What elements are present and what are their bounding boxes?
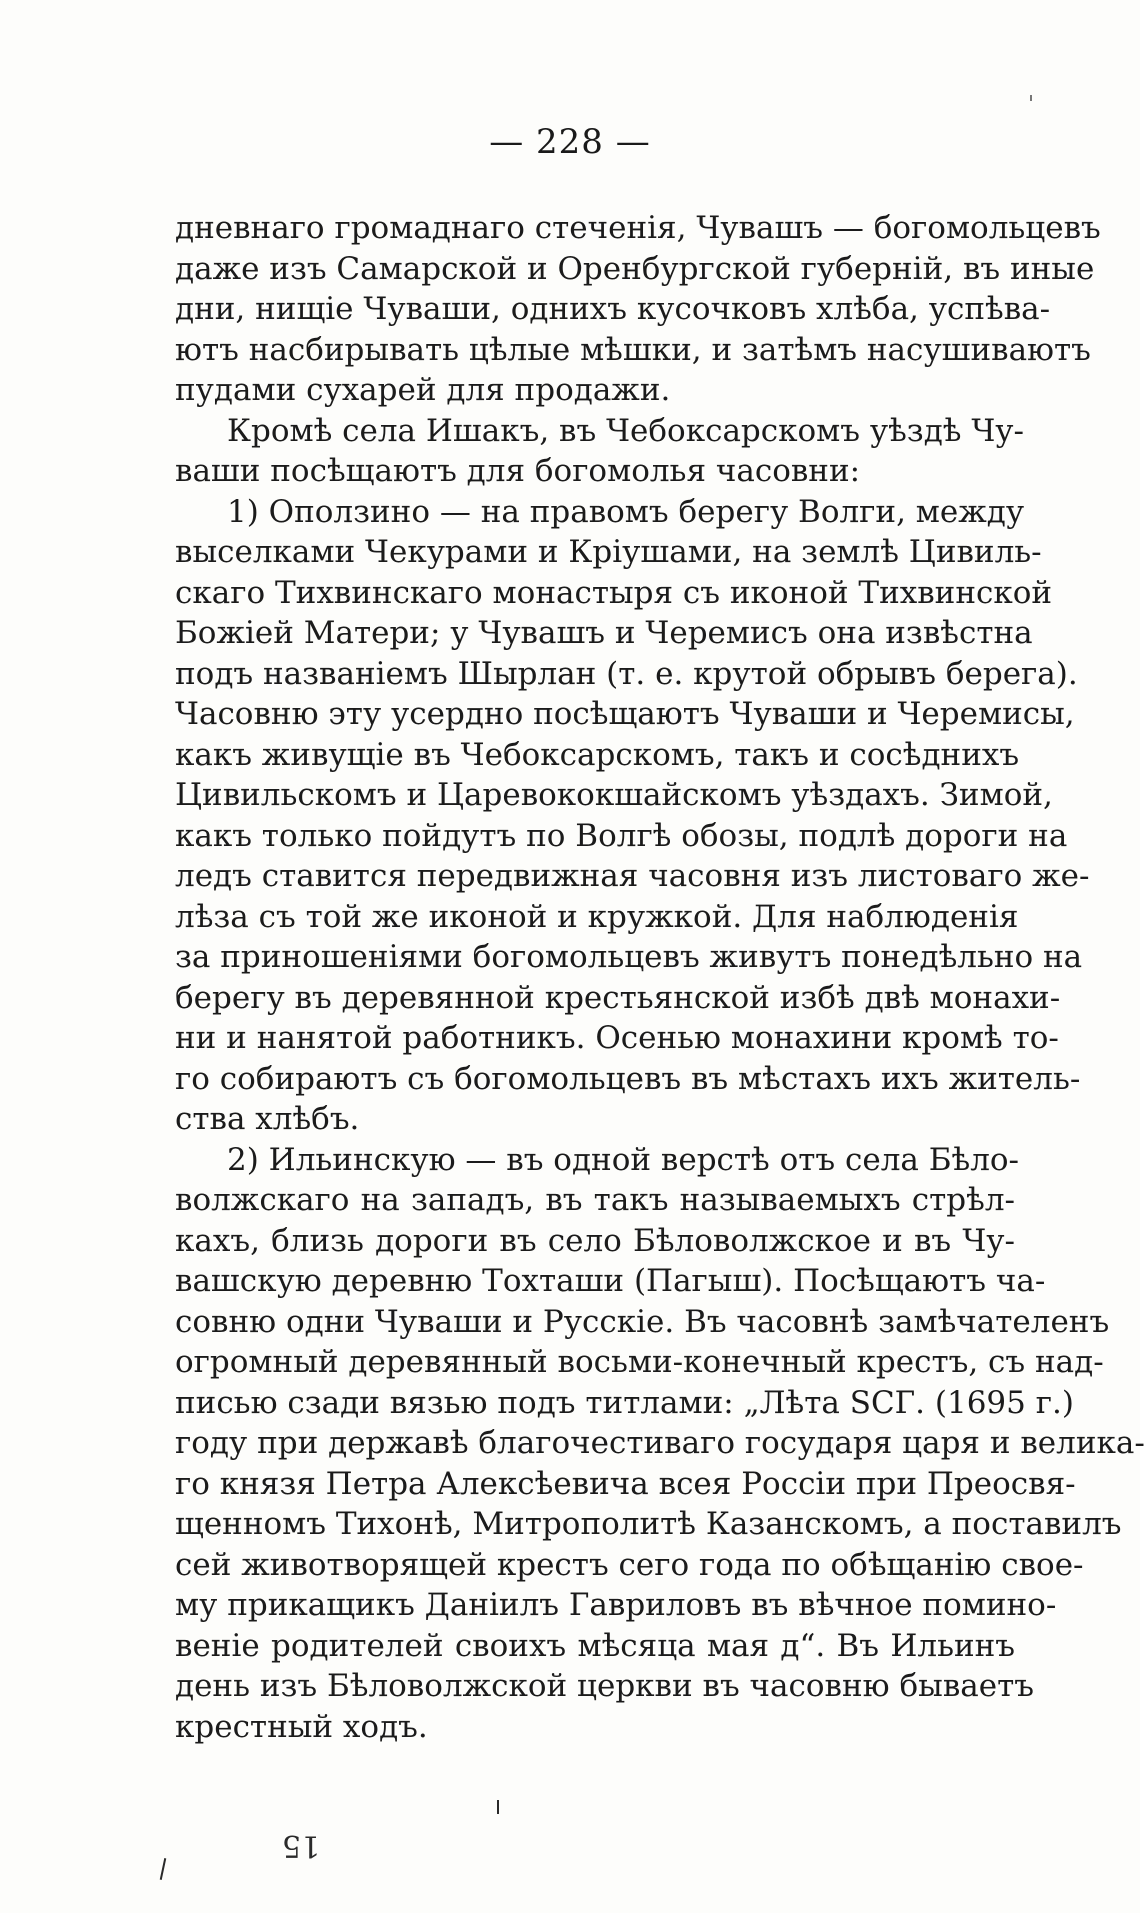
- text-line: году при державѣ благочестиваго государя царя и велика-: [175, 1425, 1145, 1461]
- stray-mark: [160, 1858, 167, 1880]
- signature-mark: 15: [282, 1828, 321, 1863]
- text-line: веніе родителей своихъ мѣсяца мая д“. Въ Ильинъ: [175, 1627, 1015, 1664]
- page-number: — 228 —: [489, 122, 651, 162]
- text-line: какъ живущіе въ Чебоксарскомъ, такъ и сосѣднихъ: [175, 736, 1020, 773]
- text-line: волжскаго на западъ, въ такъ называемыхъ стрѣл-: [175, 1182, 1015, 1218]
- text-line: щенномъ Тихонѣ, Митрополитѣ Казанскомъ, а поставилъ: [175, 1506, 1122, 1542]
- text-line: огромный деревянный восьми-конечный крестъ, съ над-: [175, 1344, 1104, 1380]
- text-line: ваши посѣщаютъ для богомолья часовни:: [175, 453, 861, 489]
- text-line: выселками Чекурами и Кріушами, на землѣ Цивиль-: [175, 534, 1042, 570]
- text-line: ни и нанятой работникъ. Осенью монахини кромѣ то-: [175, 1020, 1059, 1056]
- text-line: кахъ, близь дороги въ село Бѣловолжское и въ Чу-: [175, 1222, 1015, 1259]
- text-line: Часовню эту усердно посѣщаютъ Чуваши и Черемисы,: [175, 696, 1075, 732]
- text-line: за приношеніями богомольцевъ живутъ понедѣльно на: [175, 939, 1083, 975]
- text-line: крестный ходъ.: [175, 1708, 428, 1745]
- text-line: 1) Оползино — на правомъ берегу Волги, между: [227, 493, 1025, 530]
- text-line: дни, нищіе Чуваши, однихъ кусочковъ хлѣба, успѣва-: [175, 291, 1051, 327]
- text-line: го князя Петра Алексѣевича всея Россіи при Преосвя-: [175, 1465, 1076, 1502]
- body-text: [175, 208, 1145, 1747]
- text-line: го собираютъ съ богомольцевъ въ мѣстахъ ихъ житель-: [175, 1060, 1081, 1097]
- text-line: даже изъ Самарской и Оренбургской губерній, въ иные: [175, 250, 1095, 287]
- text-line: какъ только пойдутъ по Волгѣ обозы, подлѣ дороги на: [175, 817, 1068, 854]
- text-line: пудами сухарей для продажи.: [175, 372, 671, 408]
- paper-speck: [1030, 95, 1032, 101]
- text-line: берегу въ деревянной крестьянской избѣ двѣ монахи-: [175, 979, 1061, 1016]
- text-line: писью сзади вязью подъ титлами: „Лѣта SCГ. (1695 г.): [175, 1384, 1074, 1421]
- text-line: ютъ насбирывать цѣлые мѣшки, и затѣмъ насушиваютъ: [175, 331, 1091, 368]
- text-line: ства хлѣбъ.: [175, 1101, 360, 1137]
- text-line: вашскую деревню Тохташи (Пагыш). Посѣщаютъ ча-: [175, 1263, 1046, 1299]
- text-line: Цивильскомъ и Царевококшайскомъ уѣздахъ. Зимой,: [175, 777, 1053, 813]
- text-line: дневнаго громаднаго стеченія, Чувашъ — богомольцевъ: [175, 210, 1101, 246]
- text-line: совню одни Чуваши и Русскіе. Въ часовнѣ замѣчателенъ: [175, 1303, 1110, 1340]
- text-line: сей животворящей крестъ сего года по обѣщанію свое-: [175, 1546, 1084, 1583]
- text-line: подъ названіемъ Шырлан (т. е. крутой обрывъ берега).: [175, 655, 1078, 692]
- text-line: день изъ Бѣловолжской церкви въ часовню бываетъ: [175, 1668, 1034, 1704]
- text-line: скаго Тихвинскаго монастыря съ иконой Тихвинской: [175, 574, 1053, 611]
- text-line: лѣза съ той же иконой и кружкой. Для наблюденія: [175, 898, 1019, 935]
- text-line: ледъ ставится передвижная часовня изъ листоваго же-: [175, 858, 1090, 894]
- stray-mark: [497, 1800, 499, 1814]
- text-line: Божіей Матери; у Чувашъ и Черемисъ она извѣстна: [175, 615, 1033, 651]
- text-line: Кромѣ села Ишакъ, въ Чебоксарскомъ уѣздѣ Чу-: [227, 412, 1025, 449]
- text-line: му прикащикъ Даніилъ Гавриловъ въ вѣчное помино-: [175, 1587, 1057, 1623]
- text-line: 2) Ильинскую — въ одной верстѣ отъ села Бѣло-: [227, 1141, 1020, 1178]
